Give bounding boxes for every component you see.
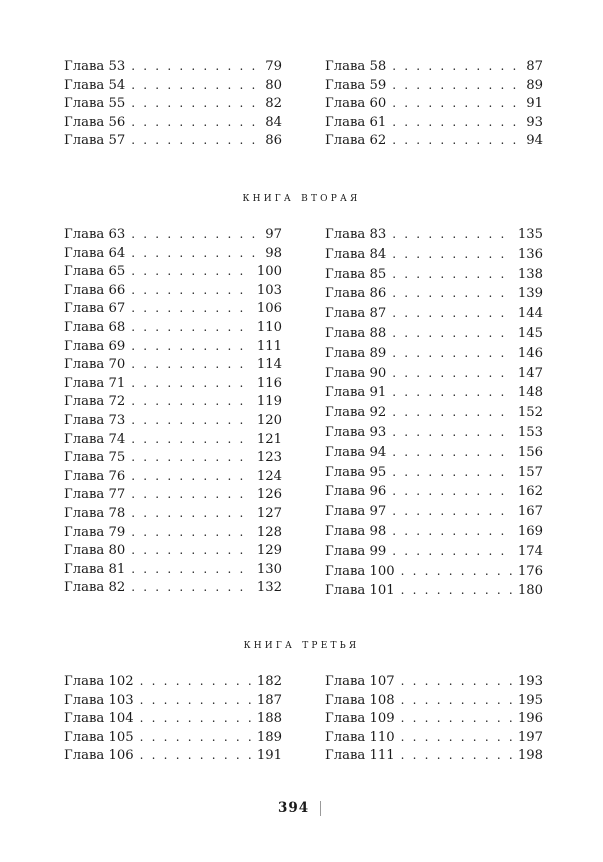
chapter-title: Глава 102 xyxy=(64,674,134,689)
chapter-title: Глава 88 xyxy=(325,325,387,341)
chapter-title: Глава 54 xyxy=(64,77,126,93)
chapter-title: Глава 67 xyxy=(64,301,126,317)
dot-leader xyxy=(140,691,251,710)
chapter-title: Глава 107 xyxy=(325,674,395,689)
chapter-page-number: 87 xyxy=(526,59,543,74)
toc-entry xyxy=(325,562,543,582)
chapter-title: Глава 89 xyxy=(325,345,387,361)
chapter-page-number: 79 xyxy=(265,59,282,74)
chapter-page-number: 119 xyxy=(256,394,282,410)
toc-entry xyxy=(325,265,543,285)
chapter-page-number: 196 xyxy=(517,711,543,727)
dot-leader xyxy=(401,562,512,582)
toc-entry xyxy=(64,374,282,393)
dot-leader xyxy=(131,504,251,523)
chapter-title: Глава 73 xyxy=(64,412,126,428)
dot-leader xyxy=(131,337,251,356)
toc-entry xyxy=(325,709,543,728)
chapter-title: Глава 108 xyxy=(325,692,395,708)
chapter-title: Глава 80 xyxy=(64,543,126,559)
dot-leader xyxy=(392,344,512,364)
dot-leader xyxy=(401,672,512,691)
chapter-title: Глава 55 xyxy=(64,96,126,112)
toc-entry xyxy=(325,344,543,364)
chapter-page-number: 121 xyxy=(256,431,282,447)
toc-column-left xyxy=(64,225,282,597)
chapter-title: Глава 97 xyxy=(325,504,387,520)
chapter-page-number: 152 xyxy=(517,405,543,421)
toc-entry xyxy=(64,57,282,76)
chapter-page-number: 129 xyxy=(256,543,282,559)
chapter-title: Глава 83 xyxy=(325,227,387,242)
toc-entry xyxy=(325,728,543,747)
toc-entry xyxy=(325,304,543,324)
dot-leader xyxy=(131,541,251,560)
toc-entry xyxy=(64,76,282,95)
dot-leader xyxy=(131,94,259,113)
toc-entry xyxy=(325,364,543,384)
dot-leader xyxy=(392,502,512,522)
chapter-title: Глава 57 xyxy=(64,133,126,149)
dot-leader xyxy=(392,225,512,245)
chapter-title: Глава 104 xyxy=(64,711,134,727)
chapter-page-number: 147 xyxy=(517,365,543,381)
chapter-title: Глава 84 xyxy=(325,246,387,262)
chapter-page-number: 82 xyxy=(265,96,282,112)
chapter-title: Глава 98 xyxy=(325,523,387,539)
chapter-title: Глава 78 xyxy=(64,505,126,521)
toc-entry xyxy=(325,522,543,542)
chapter-title: Глава 60 xyxy=(325,96,387,112)
toc-entry xyxy=(325,284,543,304)
toc-entry xyxy=(64,337,282,356)
dot-leader xyxy=(131,430,251,449)
dot-leader xyxy=(131,485,251,504)
toc-entry xyxy=(64,318,282,337)
chapter-title: Глава 90 xyxy=(325,365,387,381)
dot-leader xyxy=(140,709,251,728)
toc-entry xyxy=(325,324,543,344)
dot-leader xyxy=(392,463,512,483)
chapter-title: Глава 110 xyxy=(325,729,395,745)
dot-leader xyxy=(131,57,259,76)
chapter-page-number: 180 xyxy=(517,583,543,599)
chapter-page-number: 176 xyxy=(517,563,543,579)
chapter-page-number: 100 xyxy=(256,264,282,280)
toc-entry xyxy=(64,113,282,132)
chapter-title: Глава 72 xyxy=(64,394,126,410)
toc-entry xyxy=(64,504,282,523)
toc-entry xyxy=(64,299,282,318)
dot-leader xyxy=(392,57,520,76)
dot-leader xyxy=(131,467,251,486)
chapter-title: Глава 96 xyxy=(325,484,387,500)
chapter-page-number: 157 xyxy=(517,464,543,480)
chapter-page-number: 191 xyxy=(256,748,282,764)
chapter-page-number: 146 xyxy=(517,345,543,361)
chapter-page-number: 127 xyxy=(256,505,282,521)
toc-entry xyxy=(325,57,543,76)
toc-entry xyxy=(325,403,543,423)
dot-leader xyxy=(392,364,512,384)
book-two-heading: книга вторая xyxy=(242,189,361,204)
chapter-page-number: 89 xyxy=(526,77,543,93)
chapter-title: Глава 92 xyxy=(325,405,387,421)
chapter-title: Глава 93 xyxy=(325,424,387,440)
dot-leader xyxy=(131,225,259,244)
chapter-page-number: 124 xyxy=(256,468,282,484)
chapter-page-number: 189 xyxy=(256,729,282,745)
dot-leader xyxy=(131,113,259,132)
chapter-title: Глава 79 xyxy=(64,524,126,540)
chapter-title: Глава 81 xyxy=(64,561,126,577)
dot-leader xyxy=(131,374,251,393)
chapter-title: Глава 66 xyxy=(64,282,126,298)
chapter-title: Глава 87 xyxy=(325,306,387,322)
chapter-page-number: 111 xyxy=(256,338,282,354)
dot-leader xyxy=(131,318,251,337)
chapter-title: Глава 74 xyxy=(64,431,126,447)
dot-leader xyxy=(392,284,512,304)
toc-entry xyxy=(325,94,543,113)
chapter-page-number: 128 xyxy=(256,524,282,540)
chapter-title: Глава 76 xyxy=(64,468,126,484)
toc-entry xyxy=(64,746,282,765)
toc-entry xyxy=(64,131,282,150)
chapter-page-number: 97 xyxy=(265,227,282,242)
dot-leader xyxy=(401,746,512,765)
chapter-title: Глава 91 xyxy=(325,385,387,401)
toc-column-right xyxy=(325,672,543,765)
folio-rule-divider xyxy=(320,801,321,816)
dot-leader xyxy=(131,392,251,411)
toc-entry xyxy=(64,560,282,579)
chapter-page-number: 188 xyxy=(256,711,282,727)
toc-entry xyxy=(325,691,543,710)
toc-column-right xyxy=(325,57,543,150)
toc-entry xyxy=(325,502,543,522)
toc-entry xyxy=(64,541,282,560)
toc-entry xyxy=(325,746,543,765)
toc-entry xyxy=(325,76,543,95)
dot-leader xyxy=(392,383,512,403)
toc-entry xyxy=(64,225,282,244)
toc-column-left xyxy=(64,57,282,150)
dot-leader xyxy=(392,131,520,150)
chapter-title: Глава 53 xyxy=(64,59,126,74)
toc-entry xyxy=(64,262,282,281)
dot-leader xyxy=(131,448,251,467)
chapter-title: Глава 63 xyxy=(64,227,126,242)
chapter-page-number: 86 xyxy=(265,133,282,149)
chapter-page-number: 144 xyxy=(517,306,543,322)
dot-leader xyxy=(131,560,251,579)
chapter-title: Глава 106 xyxy=(64,748,134,764)
dot-leader xyxy=(392,482,512,502)
dot-leader xyxy=(131,355,251,374)
chapter-title: Глава 68 xyxy=(64,319,126,335)
chapter-page-number: 187 xyxy=(256,692,282,708)
chapter-page-number: 139 xyxy=(517,286,543,302)
chapter-title: Глава 58 xyxy=(325,59,387,74)
dot-leader xyxy=(392,542,512,562)
chapter-title: Глава 111 xyxy=(325,748,395,764)
chapter-title: Глава 95 xyxy=(325,464,387,480)
toc-entry xyxy=(325,113,543,132)
chapter-title: Глава 71 xyxy=(64,375,126,391)
toc-entry xyxy=(64,448,282,467)
dot-leader xyxy=(131,578,251,597)
chapter-page-number: 103 xyxy=(256,282,282,298)
chapter-page-number: 98 xyxy=(265,245,282,261)
chapter-page-number: 84 xyxy=(265,114,282,130)
toc-entry xyxy=(64,281,282,300)
toc-entry xyxy=(64,578,282,597)
dot-leader xyxy=(392,245,512,265)
toc-entry xyxy=(325,443,543,463)
toc-entry xyxy=(64,94,282,113)
dot-leader xyxy=(140,746,251,765)
chapter-title: Глава 59 xyxy=(325,77,387,93)
dot-leader xyxy=(131,131,259,150)
chapter-title: Глава 99 xyxy=(325,543,387,559)
dot-leader xyxy=(131,281,251,300)
chapter-title: Глава 100 xyxy=(325,563,395,579)
toc-entry xyxy=(64,355,282,374)
toc-column-left xyxy=(64,672,282,765)
toc-entry xyxy=(64,392,282,411)
chapter-title: Глава 75 xyxy=(64,450,126,466)
chapter-page-number: 126 xyxy=(256,487,282,503)
chapter-page-number: 182 xyxy=(256,674,282,689)
chapter-page-number: 130 xyxy=(256,561,282,577)
toc-entry xyxy=(64,523,282,542)
chapter-title: Глава 64 xyxy=(64,245,126,261)
chapter-page-number: 106 xyxy=(256,301,282,317)
toc-entry xyxy=(64,728,282,747)
toc-entry xyxy=(325,463,543,483)
chapter-page-number: 91 xyxy=(526,96,543,112)
chapter-page-number: 135 xyxy=(517,227,543,242)
chapter-title: Глава 94 xyxy=(325,444,387,460)
chapter-page-number: 197 xyxy=(517,729,543,745)
toc-entry xyxy=(325,131,543,150)
toc-column-right xyxy=(325,225,543,601)
chapter-title: Глава 61 xyxy=(325,114,387,130)
chapter-page-number: 120 xyxy=(256,412,282,428)
chapter-page-number: 136 xyxy=(517,246,543,262)
chapter-page-number: 145 xyxy=(517,325,543,341)
chapter-page-number: 148 xyxy=(517,385,543,401)
toc-entry xyxy=(325,225,543,245)
dot-leader xyxy=(392,324,512,344)
toc-entry xyxy=(64,411,282,430)
dot-leader xyxy=(131,523,251,542)
toc-entry xyxy=(325,423,543,443)
chapter-title: Глава 65 xyxy=(64,264,126,280)
chapter-page-number: 167 xyxy=(517,504,543,520)
dot-leader xyxy=(131,262,251,281)
toc-entry xyxy=(64,485,282,504)
chapter-title: Глава 101 xyxy=(325,583,395,599)
toc-entry xyxy=(325,245,543,265)
chapter-page-number: 94 xyxy=(526,133,543,149)
dot-leader xyxy=(401,691,512,710)
dot-leader xyxy=(401,581,512,601)
dot-leader xyxy=(392,522,512,542)
dot-leader xyxy=(392,94,520,113)
chapter-page-number: 110 xyxy=(256,319,282,335)
chapter-page-number: 93 xyxy=(526,114,543,130)
toc-entry xyxy=(325,581,543,601)
dot-leader xyxy=(401,728,512,747)
chapter-title: Глава 77 xyxy=(64,487,126,503)
toc-entry xyxy=(64,430,282,449)
dot-leader xyxy=(392,443,512,463)
page-number: 394 xyxy=(278,800,310,816)
toc-entry xyxy=(64,244,282,263)
toc-entry xyxy=(325,383,543,403)
dot-leader xyxy=(140,672,251,691)
chapter-title: Глава 69 xyxy=(64,338,126,354)
chapter-title: Глава 82 xyxy=(64,580,126,596)
toc-entry xyxy=(64,672,282,691)
dot-leader xyxy=(392,423,512,443)
dot-leader xyxy=(131,244,259,263)
toc-entry xyxy=(325,542,543,562)
chapter-page-number: 123 xyxy=(256,450,282,466)
chapter-page-number: 162 xyxy=(517,484,543,500)
dot-leader xyxy=(392,76,520,95)
chapter-page-number: 195 xyxy=(517,692,543,708)
chapter-page-number: 138 xyxy=(517,266,543,282)
chapter-title: Глава 70 xyxy=(64,357,126,373)
chapter-page-number: 174 xyxy=(517,543,543,559)
chapter-page-number: 80 xyxy=(265,77,282,93)
chapter-page-number: 198 xyxy=(517,748,543,764)
chapter-title: Глава 105 xyxy=(64,729,134,745)
book-three-heading: книга третья xyxy=(243,636,360,651)
toc-entry xyxy=(325,482,543,502)
toc-entry xyxy=(325,672,543,691)
chapter-page-number: 169 xyxy=(517,523,543,539)
toc-entry xyxy=(64,709,282,728)
toc-entry xyxy=(64,691,282,710)
dot-leader xyxy=(392,304,512,324)
chapter-title: Глава 109 xyxy=(325,711,395,727)
chapter-page-number: 153 xyxy=(517,424,543,440)
dot-leader xyxy=(392,265,512,285)
dot-leader xyxy=(131,299,251,318)
dot-leader xyxy=(131,76,259,95)
chapter-title: Глава 103 xyxy=(64,692,134,708)
dot-leader xyxy=(140,728,251,747)
chapter-page-number: 116 xyxy=(256,375,282,391)
toc-entry xyxy=(64,467,282,486)
chapter-page-number: 193 xyxy=(517,674,543,689)
chapter-title: Глава 85 xyxy=(325,266,387,282)
chapter-page-number: 114 xyxy=(256,357,282,373)
dot-leader xyxy=(131,411,251,430)
chapter-title: Глава 56 xyxy=(64,114,126,130)
dot-leader xyxy=(401,709,512,728)
dot-leader xyxy=(392,113,520,132)
dot-leader xyxy=(392,403,512,423)
chapter-page-number: 132 xyxy=(256,580,282,596)
chapter-title: Глава 86 xyxy=(325,286,387,302)
chapter-page-number: 156 xyxy=(517,444,543,460)
chapter-title: Глава 62 xyxy=(325,133,387,149)
